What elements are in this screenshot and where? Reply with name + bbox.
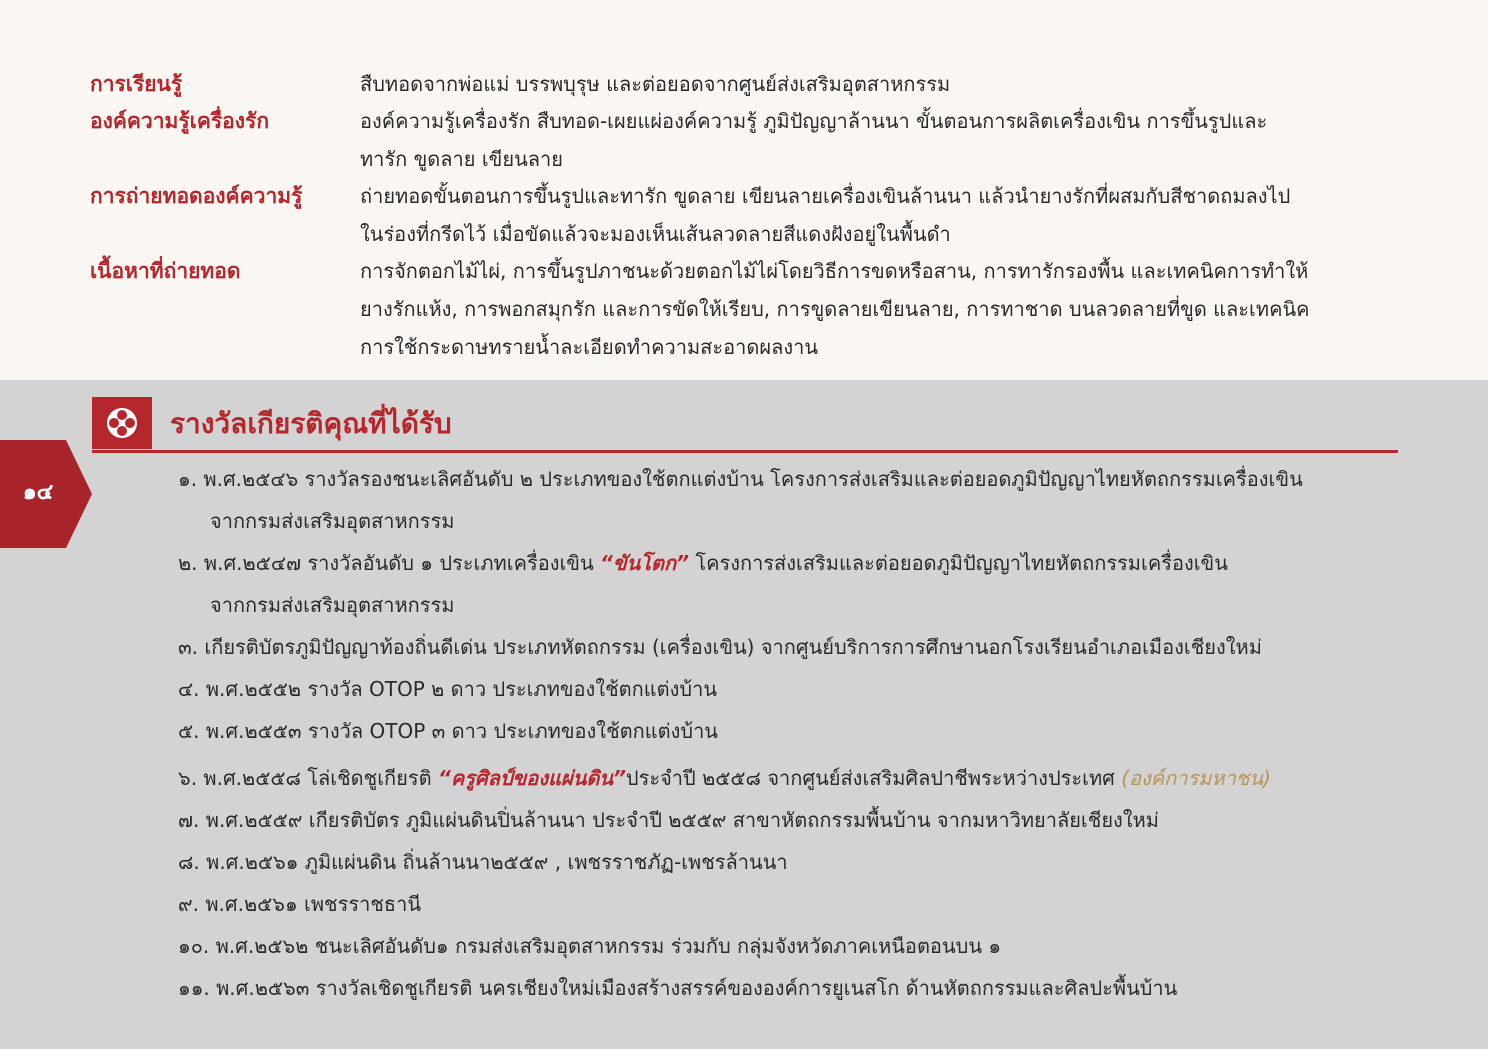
info-text xyxy=(360,65,1400,103)
award-line: ๙. พ.ศ.๒๕๖๑ เพชรราชธานี xyxy=(178,892,422,916)
award-text: ประจำปี ๒๕๕๘ จากศูนย์ส่งเสริมศิลปาชีพระหว่างประเทศ xyxy=(625,766,1122,790)
award-text: ๒. พ.ศ.๒๕๔๗ รางวัลอันดับ ๑ ประเภทเครื่องเขิน xyxy=(178,551,601,575)
info-line: สืบทอดจากพ่อแม่ บรรพบุรุษ และต่อยอดจากศูนย์ส่งเสริมอุตสาหกรรม xyxy=(360,72,951,96)
info-line: ทารัก ขูดลาย เขียนลาย xyxy=(360,147,563,171)
award-line: ๔. พ.ศ.๒๕๕๒ รางวัล OTOP ๒ ดาว ประเภทของใช้ตกแต่งบ้าน xyxy=(178,677,718,701)
section-divider xyxy=(92,450,1398,453)
info-line: ถ่ายทอดขั้นตอนการขึ้นรูปและทารัก ขูดลาย เขียนลายเครื่องเขินล้านนา แล้วนำยางรักที่ผสมกับสีชาดถมลงไป xyxy=(360,184,1291,208)
award-item xyxy=(178,757,1271,799)
award-item xyxy=(178,925,1001,967)
award-line xyxy=(178,542,1228,584)
flower-emblem-icon xyxy=(92,397,152,449)
award-line-cont: จากกรมส่งเสริมอุตสาหกรรม xyxy=(210,593,455,617)
award-item xyxy=(178,626,1262,668)
award-line: ๘. พ.ศ.๒๕๖๑ ภูมิแผ่นดิน ถิ่นล้านนา๒๕๕๙ , เพชรราชภัฏ-เพชรล้านนา xyxy=(178,850,788,874)
award-highlight: “ครูศิลป์ของแผ่นดิน” xyxy=(437,766,626,790)
info-line: การใช้กระดาษทรายน้ำละเอียดทำความสะอาดผลงาน xyxy=(360,335,819,359)
award-line: ๕. พ.ศ.๒๕๕๓ รางวัล OTOP ๓ ดาว ประเภทของใช้ตกแต่งบ้าน xyxy=(178,719,718,743)
info-line: องค์ความรู้เครื่องรัก สืบทอด-เผยแผ่องค์ความรู้ ภูมิปัญญาล้านนา ขั้นตอนการผลิตเครื่องเขิน การขึ้นรูปและ xyxy=(360,109,1268,133)
award-line: ๑. พ.ศ.๒๕๔๖ รางวัลรองชนะเลิศอันดับ ๒ ประเภทของใช้ตกแต่งบ้าน โครงการส่งเสริมและต่อยอดภูมิปัญญาไทยหัตถกรรมเครื่องเขิน xyxy=(178,467,1303,491)
award-line: ๗. พ.ศ.๒๕๕๙ เกียรติบัตร ภูมิแผ่นดินปิ่นล้านนา ประจำปี ๒๕๕๙ สาขาหัตถกรรมพื้นบ้าน จากมหาวิทยาลัยเชียงใหม่ xyxy=(178,808,1159,832)
info-label: การเรียนรู้ xyxy=(90,72,183,96)
award-line: ๓. เกียรติบัตรภูมิปัญญาท้องถิ่นดีเด่น ประเภทหัตถกรรม (เครื่องเขิน) จากศูนย์บริการการศึกษานอกโรงเรียนอำเภอเมืองเชียงใหม่ xyxy=(178,635,1262,659)
info-label: การถ่ายทอดองค์ความรู้ xyxy=(90,184,303,208)
award-item xyxy=(178,967,1177,1009)
award-highlight-gold: (องค์การมหาชน) xyxy=(1121,766,1271,790)
award-item xyxy=(178,668,717,710)
info-text xyxy=(360,102,1400,178)
info-line: ในร่องที่กรีดไว้ เมื่อขัดแล้วจะมองเห็นเส้นลวดลายสีแดงฝังอยู่ในพื้นดำ xyxy=(360,222,951,246)
award-line: ๑๑. พ.ศ.๒๕๖๓ รางวัลเชิดชูเกียรติ นครเชียงใหม่เมืองสร้างสรรค์ขององค์การยูเนสโก ด้านหัตถกรรมและศิลปะพื้นบ้าน xyxy=(178,976,1178,1000)
award-line xyxy=(178,757,1271,799)
info-line: ยางรักแห้ง, การพอกสมุกรัก และการขัดให้เรียบ, การขูดลายเขียนลาย, การทาชาด บนลวดลายที่ขูด และเทคนิค xyxy=(360,297,1310,321)
info-label: องค์ความรู้เครื่องรัก xyxy=(90,109,270,133)
award-item xyxy=(178,458,1303,533)
award-item xyxy=(178,883,421,925)
award-text: โครงการส่งเสริมและต่อยอดภูมิปัญญาไทยหัตถกรรมเครื่องเขิน xyxy=(688,551,1228,575)
award-item xyxy=(178,710,718,752)
award-item xyxy=(178,841,788,883)
award-line-cont: จากกรมส่งเสริมอุตสาหกรรม xyxy=(210,509,455,533)
award-item xyxy=(178,799,1159,841)
info-line: การจักตอกไม้ไผ่, การขึ้นรูปภาชนะด้วยตอกไม้ไผ่โดยวิธีการขดหรือสาน, การทารักรองพื้น และเทคนิคการทำให้ xyxy=(360,259,1309,283)
info-text xyxy=(360,252,1400,366)
award-highlight: “ขันโตก” xyxy=(600,551,689,575)
section-title: รางวัลเกียรติคุณที่ได้รับ xyxy=(170,407,452,440)
award-line: ๑๐. พ.ศ.๒๕๖๒ ชนะเลิศอันดับ๑ กรมส่งเสริมอุตสาหกรรม ร่วมกับ กลุ่มจังหวัดภาคเหนือตอนบน ๑ xyxy=(178,934,1002,958)
page-number: ๑๔ xyxy=(22,480,54,505)
info-text xyxy=(360,177,1400,253)
award-item xyxy=(178,542,1228,617)
info-label: เนื้อหาที่ถ่ายทอด xyxy=(90,259,241,283)
award-text: ๖. พ.ศ.๒๕๕๘ โล่เชิดชูเกียรติ xyxy=(178,766,438,790)
